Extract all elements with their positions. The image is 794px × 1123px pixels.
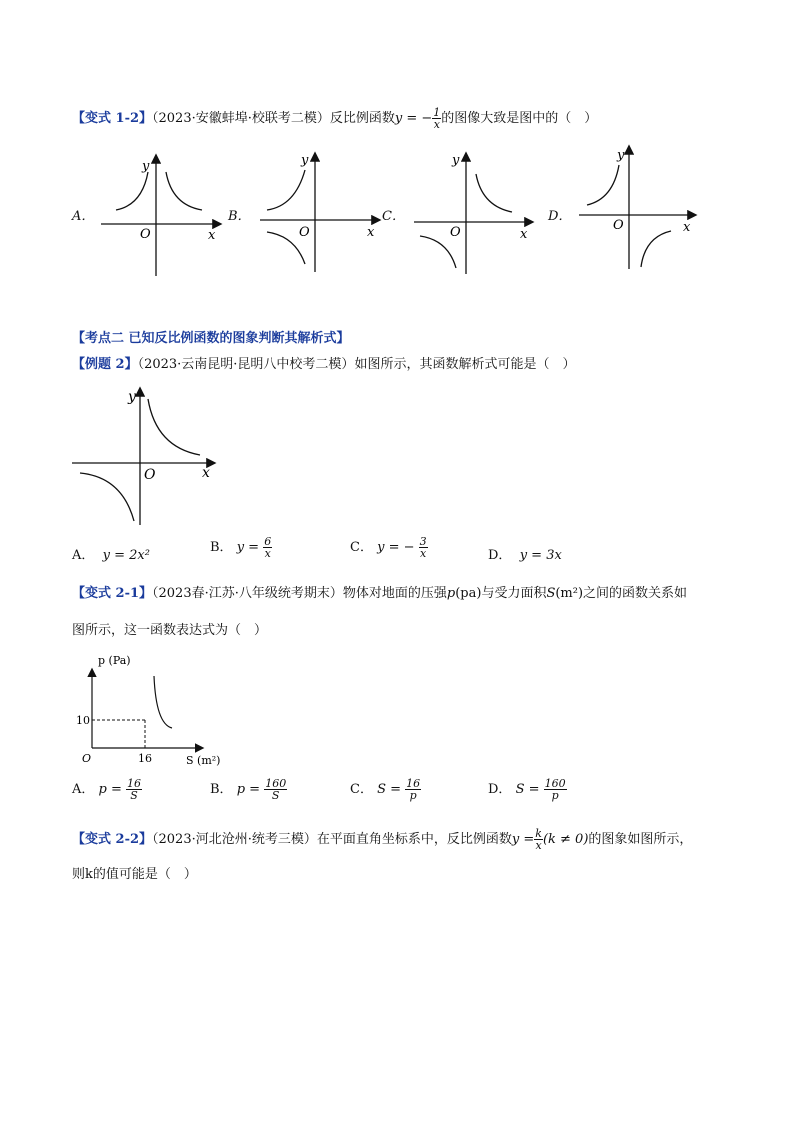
ex2-graph-x-label: x	[202, 465, 210, 481]
q21-stem-line1: 【变式 2-1】（2023春·江苏·八年级统考期末）物体对地面的压强p(pa)与受力面积S(m²)之间的函数关系如	[72, 586, 688, 601]
q12-d-x-label: x	[683, 220, 691, 235]
q12-option-b-label: B．	[228, 209, 251, 224]
q12-option-a-label: A．	[72, 209, 95, 224]
q21-graph-xtick: 16	[138, 752, 152, 765]
q12-option-c-graph	[410, 150, 538, 275]
q12-c-origin: O	[450, 225, 461, 240]
q12-formula-frac: $\frac{1}{x}$	[433, 106, 441, 131]
ex2-graph-origin: O	[144, 467, 156, 483]
q21-stem-line2: 图所示，这一函数表达式为（ ）	[72, 623, 268, 638]
q12-a-origin: O	[140, 227, 151, 242]
q22-stem-line1: 【变式 2-2】（2023·河北沧州·统考三模）在平面直角坐标系中，反比例函数y = $\frac{k}{x}$ (k ≠ 0)的图象如图所示，	[72, 827, 693, 852]
ex2-graph-y-label: y	[128, 389, 136, 405]
ex2-tag: 【例题 2】	[72, 357, 138, 372]
q12-text-before: 反比例函数	[329, 111, 395, 126]
q21-graph-origin: O	[82, 752, 92, 765]
q12-formula-lhs: y = −	[394, 111, 433, 126]
q12-b-origin: O	[299, 225, 310, 240]
q21-graph-ylabel: p (Pa)	[98, 654, 131, 667]
q21-graph-ytick: 10	[76, 714, 90, 727]
q12-text-after: 的图像大致是图中的（ ）	[441, 111, 598, 126]
ex2-option-a: A． y = 2x²	[72, 548, 150, 563]
q21-option-c: C． S = $\frac{16}{p}$	[350, 777, 421, 802]
q12-a-y-label: y	[142, 159, 150, 174]
q12-tag: 【变式 1-2】	[72, 111, 153, 126]
q22-source: （2023·河北沧州·统考三模）	[152, 832, 317, 847]
q12-c-x-label: x	[520, 227, 528, 242]
q12-stem	[72, 107, 597, 130]
section2-heading: 【考点二 已知反比例函数的图象判断其解析式】	[72, 331, 350, 346]
q21-graph	[70, 648, 230, 770]
q12-option-d-graph	[575, 143, 700, 271]
q22-tag: 【变式 2-2】	[72, 832, 153, 847]
ex2-option-d: D． y = 3x	[488, 548, 562, 563]
q12-option-c-label: C．	[382, 209, 405, 224]
q12-a-x-label: x	[208, 228, 216, 243]
ex2-stem	[72, 356, 575, 374]
q21-option-d: D． S = $\frac{160}{p}$	[488, 777, 566, 802]
q12-c-y-label: y	[452, 153, 460, 168]
q12-d-origin: O	[613, 218, 624, 233]
ex2-graph	[68, 385, 220, 527]
q21-option-b: B． p = $\frac{160}{S}$	[210, 777, 287, 802]
q21-option-a: A． p = $\frac{16}{S}$	[72, 777, 142, 802]
q12-option-a-graph	[98, 150, 228, 278]
q12-b-x-label: x	[367, 225, 375, 240]
ex2-text: 如图所示，其函数解析式可能是（ ）	[354, 357, 576, 372]
ex2-option-b: B． y = $\frac{6}{x}$	[210, 535, 272, 560]
q22-stem-line2: 则k的值可能是（ ）	[72, 867, 197, 882]
q12-option-d-label: D．	[548, 209, 572, 224]
q21-source: （2023春·江苏·八年级统考期末）	[152, 586, 343, 601]
q12-b-y-label: y	[301, 153, 309, 168]
ex2-source: （2023·云南昆明·昆明八中校考二模）	[137, 357, 355, 372]
ex2-option-c: C． y = − $\frac{3}{x}$	[350, 535, 427, 560]
q21-tag: 【变式 2-1】	[72, 586, 153, 601]
q12-d-y-label: y	[617, 148, 625, 163]
q12-source: （2023·安徽蚌埠·校联考二模）	[152, 111, 330, 126]
q12-option-b-graph	[255, 150, 385, 275]
q21-graph-xlabel: S (m²)	[186, 754, 221, 767]
